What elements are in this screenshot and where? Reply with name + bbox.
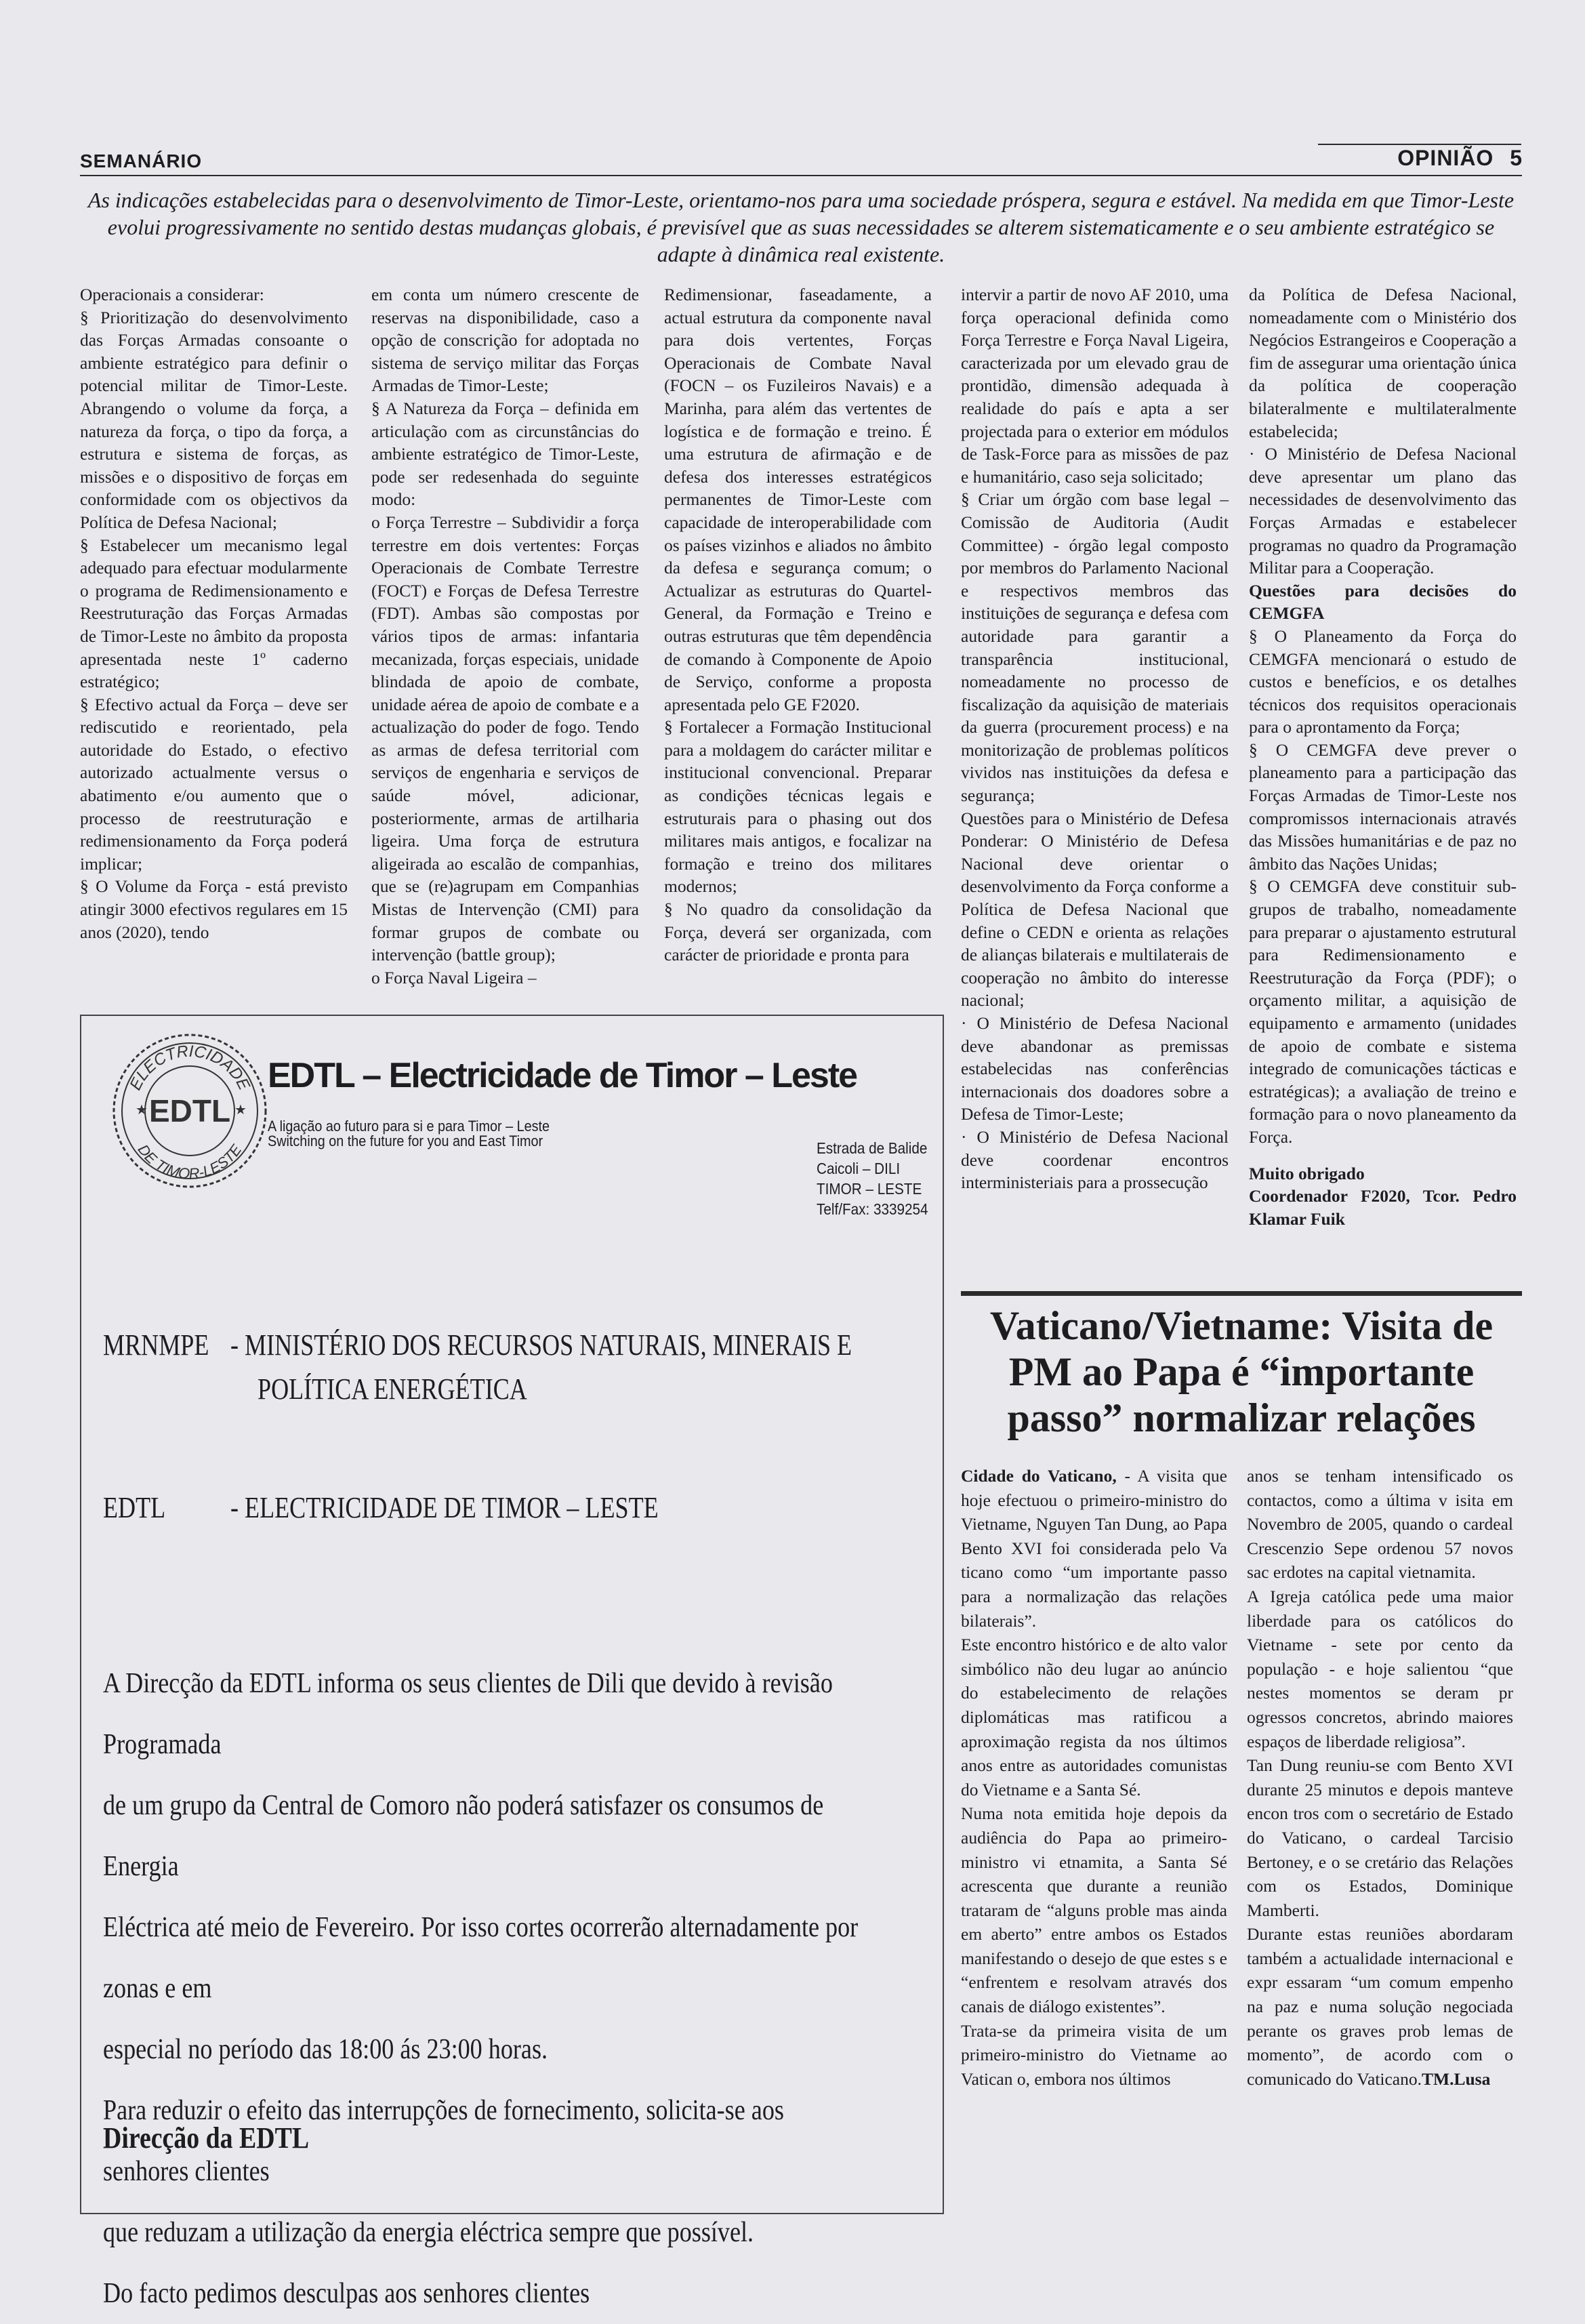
company-abbr: EDTL — [103, 1491, 166, 1524]
paragraph: § Criar um órgão com base legal – Comissão de Auditoria (Audit Committee) - órgão legal composto por membros do Parlamento Nacional e respectivos membros das instituições de segurança e defesa com autoridade para garantir a transparência institucional, nomeadamente no processo de fiscalização da aquisição de materiais da guerra (procurement process) e na monitorização de problemas políticos vividos nas instituições da defesa e segurança; — [961, 489, 1229, 806]
article-column-2 — [371, 283, 639, 988]
dateline: Cidade do Vaticano, — [961, 1466, 1117, 1486]
paragraph: § O CEMGFA deve constituir sub-grupos de trabalho, nomeadamente para preparar o ajustamento estrutural para Redimensionamento e Reestruturação da Força (PDF); o orçamento militar, a aquisição de equipamento e armamento (unidades de apoio de combate e sistema integrado de comunicações tácticas e estratégicas); a avaliação de treino e formação para o novo planeamento da Força. — [1249, 876, 1517, 1147]
ad-tagline — [268, 1119, 550, 1149]
news-headline: Vaticano/Vietname: Visita de PM ao Papa é “importante passo” normalizar relações — [989, 1303, 1494, 1440]
paragraph: § O Volume da Força - está previsto atingir 3000 efectivos regulares em 15 anos (2020), tendo — [80, 876, 348, 942]
paragraph: Trata-se da primeira visita de um primeiro-ministro do Vietname ao Vatican o, embora nos últimos — [961, 2020, 1227, 2089]
paragraph: · O Ministério de Defesa Nacional deve apresentar um plano das necessidades de desenvolvimento das Forças Armadas e estabelecer programas no quadro da Programação Militar para a Cooperação. — [1249, 444, 1517, 578]
paragraph: Este encontro histórico e de alto valor simbólico não deu lugar ao anúncio do estabelecimento de relações diplomáticas mas ratificou a aproximação regista da nos últimos anos entre as autoridades comunistas do Vietname e a Santa Sé. — [961, 1635, 1227, 1799]
page-number: 5 — [1510, 146, 1523, 170]
paragraph: em conta um número crescente de reservas na disponibilidade, caso a opção de conscrição for adoptada no sistema de serviço militar das Forças Armadas de Timor-Leste; — [371, 285, 639, 396]
address-line: Telf/Fax: 3339254 — [817, 1200, 928, 1218]
news-rule — [961, 1291, 1522, 1296]
ministry-abbr: MRNMPE — [103, 1328, 209, 1362]
paragraph: Questões para o Ministério de Defesa Ponderar: O Ministério de Defesa Nacional deve orientar o desenvolvimento da Força conforme a Política de Defesa Nacional que define o CEDN e orienta as relações de alianças bilaterais e multilaterais de cooperação no âmbito do interesse nacional; — [961, 808, 1229, 1011]
paragraph — [1247, 1922, 1513, 2091]
notice-line: Para reduzir o efeito das interrupções de fornecimento, solicita-se aos senhores clientes — [103, 2095, 784, 2187]
edtl-seal-logo — [108, 1030, 271, 1192]
edtl-advertisement — [80, 1015, 944, 2309]
ad-tagline-en: Switching on the future for you and East Timor — [268, 1133, 543, 1149]
ad-brand: EDTL – Electricidade de Timor – Leste — [268, 1056, 857, 1095]
section-right — [1397, 146, 1523, 171]
article-intro: As indicações estabelecidas para o desenvolvimento de Timor-Leste, orientamo-nos para uma sociedade próspera, segura e estável. Na medida em que Timor-Leste evolui progressivamente no sentido destas mudanças globais, é previsível que as suas necessidades se alterem sistematicamente e o seu ambiente estratégico se adapte à dinâmica real existente. — [87, 188, 1515, 266]
news-credit: TM.Lusa — [1422, 2068, 1491, 2089]
paragraph: · O Ministério de Defesa Nacional deve coordenar encontros interministeriais para a prossecução — [961, 1126, 1229, 1193]
article-column-5 — [1249, 283, 1517, 1280]
address-line: Estrada de Balide — [817, 1139, 928, 1157]
paragraph: anos se tenham intensificado os contactos, como a última v isita em Novembro de 2005, quando o cardeal Crescenzio Sepe ordenou 57 novos sac erdotes na capital vietnamita. — [1247, 1466, 1513, 1583]
notice-line: que reduzam a utilização da energia eléctrica sempre que possível. — [103, 2217, 754, 2248]
header-rule-short — [1318, 144, 1521, 145]
ministry-name: - MINISTÉRIO DOS RECURSOS NATURAIS, MINERAIS E — [230, 1328, 852, 1362]
ministry-name-2: POLÍTICA ENERGÉTICA — [258, 1372, 527, 1406]
paragraph: intervir a partir de novo AF 2010, uma força operacional definida como Força Terrestre e Força Naval Ligeira, caracterizada por um elevado grau de prontidão, dimensão adequada à realidade do país e apta a ser projectada para o exterior em módulos de Task-Force para as missões de paz e humanitário, caso seja solicitado; — [961, 285, 1229, 487]
paragraph: § Efectivo actual da Força – deve ser rediscutido e reorientado, pela autoridade do Estado, o efectivo autorizado actualmente versus o abatimento e/ou aumento que o processo de reestruturação e redimensionamento da Força poderá implicar; — [80, 694, 348, 874]
notice-line: Eléctrica até meio de Fevereiro. Por isso cortes ocorrerão alternadamente por zonas e em — [103, 1912, 859, 2004]
notice-line: especial no período das 18:00 ás 23:00 horas. — [103, 2034, 548, 2065]
paragraph-text: - A visita que hoje efectuou o primeiro-ministro do Vietname, Nguyen Tan Dung, ao Papa Bento XVI foi considerada pelo Va ticano como “um importante passo para a normalização das relações bilaterais”. — [961, 1466, 1227, 1631]
ad-signature: Direcção da EDTL — [103, 2121, 310, 2155]
address-line: Caicoli – DILI — [817, 1160, 901, 1177]
paragraph: da Política de Defesa Nacional, nomeadamente com o Ministério dos Negócios Estrangeiros e Cooperação a fim de assegurar uma orientação única da política de cooperação bilateralmente e multilateralmente estabelecida; — [1249, 285, 1517, 441]
paragraph: § Fortalecer a Formação Institucional para a moldagem do carácter militar e institucional convencional. Preparar as condições técnicas legais e estruturais para o phasing out dos militares mais antigos, e focalizar na formação e treino dos militares modernos; — [664, 717, 932, 897]
ad-address — [817, 1138, 928, 1219]
paragraph: § A Natureza da Força – definida em articulação com as circunstâncias do ambiente estratégico de Timor-Leste, pode ser redesenhada do seguinte modo: — [371, 398, 639, 510]
ad-notice — [103, 1653, 861, 2324]
seal-text-top: ELECTRICIDADE — [126, 1042, 253, 1093]
paragraph: § O Planeamento da Força do CEMGFA mencionará o estudo de custos e benefícios, e os detalhes técnicos dos requisitos operacionais para o aprontamento da Força; — [1249, 626, 1517, 737]
address-line: TIMOR – LESTE — [817, 1180, 922, 1198]
article-column-4 — [961, 283, 1229, 1280]
notice-line: A Direcção da EDTL informa os seus clientes de Dili que devido à revisão Programada — [103, 1668, 833, 1760]
article-column-3 — [664, 283, 932, 988]
section-right-label: OPINIÃO — [1397, 146, 1494, 170]
paragraph: · O Ministério de Defesa Nacional deve abandonar as premissas estabelecidas nas conferências internacionais dos doadores sobre a Defesa de Timor-Leste; — [961, 1013, 1229, 1124]
ad-tagline-pt: A ligação ao futuro para si e para Timor – Leste — [268, 1118, 550, 1135]
paragraph: A Igreja católica pede uma maior liberdade para os católicos do Vietname - sete por cento da população - e hoje salientou “que nestes momentos se deram pr ogressos concretos, abrindo maiores espaços de liberdade religiosa”. — [1247, 1586, 1513, 1751]
svg-text:ELECTRICIDADE — [126, 1042, 253, 1094]
paragraph: § No quadro da consolidação da Força, deverá ser organizada, com carácter de prioridade e pronta para — [664, 899, 932, 965]
paragraph — [961, 1464, 1227, 1633]
news-column-1 — [961, 1464, 1227, 2091]
closing: Muito obrigado — [1249, 1163, 1365, 1183]
notice-line: Do facto pedimos desculpas aos senhores clientes — [103, 2278, 590, 2309]
paragraph: § Prioritização do desenvolvimento das Forças Armadas consoante o ambiente estratégico para definir o potencial militar de Timor-Leste. Abrangendo o volume da força, a natureza da força, o tipo da força, a estrutura e sistema de forças, as missões e o dispositivo de forças em conformidade com os objectivos da Política de Defesa Nacional; — [80, 307, 348, 532]
paragraph: § O CEMGFA deve prever o planeamento para a participação das Forças Armadas de Timor-Leste nos compromissos internacionais através das Missões humanitárias e de paz no âmbito das Nações Unidas; — [1249, 739, 1517, 874]
star-icon: ★ — [234, 1103, 247, 1118]
paragraph: Tan Dung reuniu-se com Bento XVI durante 25 minutos e depois manteve encon tros com o secretário de Estado do Vaticano, o cardeal Tarcisio Bertoney, e o se cretário das Relações com os Estados, Dominique Mamberti. — [1247, 1755, 1513, 1920]
seal-center-text: EDTL — [148, 1093, 231, 1128]
section-left: SEMANÁRIO — [80, 150, 203, 171]
paragraph: § Estabelecer um mecanismo legal adequado para efectuar modularmente o programa de Redimensionamento e Reestruturação das Forças Armadas de Timor-Leste no âmbito da proposta apresentada neste 1º caderno estratégico; — [80, 535, 348, 692]
header-rule — [80, 175, 1522, 176]
author: Coordenador F2020, Tcor. Pedro Klamar Fuik — [1249, 1186, 1517, 1229]
subheading: Questões para decisões do CEMGFA — [1249, 580, 1517, 624]
news-column-2 — [1247, 1464, 1513, 2091]
notice-line: de um grupo da Central de Comoro não poderá satisfazer os consumos de Energia — [103, 1790, 824, 1882]
paragraph: Operacionais a considerar: — [80, 285, 264, 304]
paragraph: o Força Terrestre – Subdividir a força terrestre em dois vertentes: Forças Operacionais de Combate Terrestre (FOCT) e Forças de Defesa Terrestre (FDT). Ambas são compostas por vários tipos de armas: infantaria mecanizada, forças especiais, unidade blindada de apoio de combate, unidade aérea de apoio de combate e a actualização do poder de fogo. Tendo as armas de defesa territorial com serviços de engenharia e serviços de saúde móvel, adicionar, posteriormente, armas de artilharia ligeira. Uma força de estrutura aligeirada ao escalão de companhias, que se (re)agrupam em Companhias Mistas de Intervenção (CMI) para formar grupos de combate ou intervenção (battle group); — [371, 512, 639, 965]
star-icon: ★ — [136, 1103, 148, 1118]
paragraph-text: Durante estas reuniões abordaram também a actualidade internacional e expr essaram “um comum empenho na paz e numa solução negociada perante os graves prob lemas de momento”, de acordo com o comunicado do Vaticano. — [1247, 1924, 1513, 2089]
paragraph: Numa nota emitida hoje depois da audiência do Papa ao primeiro-ministro vi etnamita, a Santa Sé acrescenta que durante a reunião trataram de “alguns proble mas ainda em aberto” entre ambos os Estados manifestando o desejo de que estes s e “enfrentem e resolvam através dos canais de diálogo existentes”. — [961, 1803, 1227, 2017]
seal-text-bottom: DE TIMOR-LESTE — [134, 1141, 245, 1183]
paragraph: o Força Naval Ligeira – — [371, 967, 537, 987]
paragraph: Redimensionar, faseadamente, a actual estrutura da componente naval para dois vertentes, Forças Operacionais de Combate Naval (FOCN – os Fuzileiros Navais) e a Marinha, para além das vertentes de logística e de formação e treino. É uma estrutura de afirmação e de defesa dos interesses estratégicos permanentes de Timor-Leste com capacidade de interoperabilidade com os países vizinhos e aliados no âmbito da defesa e segurança comum; o Actualizar as estruturas do Quartel-General, da Formação e Treino e outras estruturas que têm dependência de comando à Componente de Apoio de Serviço, conforme a proposta apresentada pelo GE F2020. — [664, 285, 932, 714]
company-name: - ELECTRICIDADE DE TIMOR – LESTE — [230, 1491, 659, 1524]
article-column-1 — [80, 283, 348, 988]
